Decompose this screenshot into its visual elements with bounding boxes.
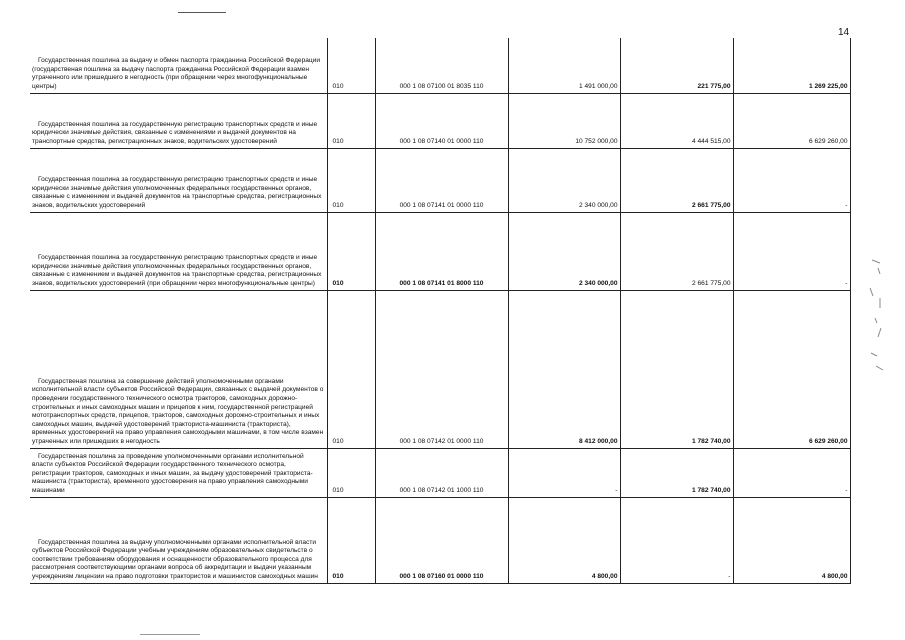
row-budget-code: 000 1 08 07141 01 0000 110 bbox=[375, 148, 508, 212]
row-budget-code: 000 1 08 07142 01 0000 110 bbox=[375, 290, 508, 448]
row-description: Государственная пошлина за государственную регистрацию транспортных средств и иные юридически значимые действия уполномоченных федеральных государственных органов, связанные с изменением и выдачей документов на транспортные средства, регистрационных знаков, водительских удостоверений bbox=[30, 148, 327, 212]
table-row bbox=[30, 93, 850, 148]
row-executed-amount: - bbox=[620, 497, 733, 583]
row-executed-amount: 1 782 740,00 bbox=[620, 448, 733, 497]
row-approved-amount: - bbox=[508, 448, 620, 497]
table-row bbox=[30, 38, 850, 93]
row-budget-code: 000 1 08 07160 01 0000 110 bbox=[375, 497, 508, 583]
row-line-code: 010 bbox=[327, 448, 375, 497]
scan-noise bbox=[866, 258, 886, 378]
row-line-code: 010 bbox=[327, 212, 375, 290]
row-approved-amount: 1 491 000,00 bbox=[508, 38, 620, 93]
row-line-code: 010 bbox=[327, 148, 375, 212]
row-unexecuted-amount: 4 800,00 bbox=[733, 497, 850, 583]
scan-artifact-top bbox=[178, 12, 226, 13]
row-description: Государственая пошлина за проведение уполномоченными органами исполнительной власти субъектов Российской Федерации государственного технического осмотра, регистрации тракторов, самоходных и иных машин, за выдачу удостоверений тракториста-машиниста (тракториста), временного удостоверения на право управления самоходными машинами bbox=[30, 448, 327, 497]
row-approved-amount: 2 340 000,00 bbox=[508, 212, 620, 290]
row-unexecuted-amount: 6 629 260,00 bbox=[733, 290, 850, 448]
row-executed-amount: 4 444 515,00 bbox=[620, 93, 733, 148]
revenue-table bbox=[30, 38, 851, 584]
row-unexecuted-amount: 1 269 225,00 bbox=[733, 38, 850, 93]
table-row bbox=[30, 448, 850, 497]
table-row bbox=[30, 148, 850, 212]
row-description: Государственная пошлина за государственную регистрацию транспортных средств и иные юридически значимые действия, связанные с изменениями и выдачей документов на транспортные средства, регистрационных знаков, водительских удостоверений bbox=[30, 93, 327, 148]
row-approved-amount: 8 412 000,00 bbox=[508, 290, 620, 448]
row-budget-code: 000 1 08 07141 01 8000 110 bbox=[375, 212, 508, 290]
row-unexecuted-amount: 6 629 260,00 bbox=[733, 93, 850, 148]
table-row bbox=[30, 290, 850, 448]
row-approved-amount: 10 752 000,00 bbox=[508, 93, 620, 148]
row-description: Государственная пошлина за выдачу и обмен паспорта гражданина Российской Федерации (государственая пошлина за выдачу паспорта гражданина Российской Федерации взамен утраченного или пришедшего в негодность (при обращении через многофункциональные центры) bbox=[30, 38, 327, 93]
row-line-code: 010 bbox=[327, 38, 375, 93]
row-unexecuted-amount: - bbox=[733, 148, 850, 212]
row-executed-amount: 1 782 740,00 bbox=[620, 290, 733, 448]
row-description: Государственная пошлина за государственную регистрацию транспортных средств и иные юридически значимые действия уполномоченных федеральных государственных органов, связанные с изменением и выдачей документов на транспортные средства, регистрационных знаков, водительских удостоверений (при обращении через многофункциональные центры) bbox=[30, 212, 327, 290]
scan-artifact-bottom bbox=[140, 634, 200, 635]
row-budget-code: 000 1 08 07140 01 0000 110 bbox=[375, 93, 508, 148]
row-executed-amount: 2 661 775,00 bbox=[620, 148, 733, 212]
row-description: Государственая пошлина за совершение действий уполномоченными органами исполнительной власти субъектов Российской Федерации, связанных с выдачей документов о проведении государственного технического осмотра тракторов, самоходных дорожно-строительных и иных самоходных машин и прицепов к ним, государственной регистрацией мототранспортных средств, прицепов, тракторов, самоходных дорожно-строительных и иных самоходных машин, выдачей удостоверений тракториста-машиниста (тракториста), временных удостоверений на право управления самоходными машинами, в том числе взамен утраченных или пришедших в негодность bbox=[30, 290, 327, 448]
row-line-code: 010 bbox=[327, 290, 375, 448]
table-row bbox=[30, 497, 850, 583]
row-executed-amount: 221 775,00 bbox=[620, 38, 733, 93]
row-budget-code: 000 1 08 07142 01 1000 110 bbox=[375, 448, 508, 497]
row-approved-amount: 2 340 000,00 bbox=[508, 148, 620, 212]
row-budget-code: 000 1 08 07100 01 8035 110 bbox=[375, 38, 508, 93]
row-line-code: 010 bbox=[327, 93, 375, 148]
table-row bbox=[30, 212, 850, 290]
row-unexecuted-amount: - bbox=[733, 448, 850, 497]
row-approved-amount: 4 800,00 bbox=[508, 497, 620, 583]
row-executed-amount: 2 661 775,00 bbox=[620, 212, 733, 290]
row-description: Государственная пошлина за выдачу уполномоченными органами исполнительной власти субъектов Российской Федерации учебным учреждениям образовательных свидетельств о соответствии требованиям оборудования и оснащенности образовательного процесса для рассмотрения соответствующими органами вопроса об аккредитации и выдачи указанным учреждениям лицензии на право подготовки трактористов и машинистов самоходных машин bbox=[30, 497, 327, 583]
page-number: 14 bbox=[838, 27, 850, 38]
row-unexecuted-amount: - bbox=[733, 212, 850, 290]
row-line-code: 010 bbox=[327, 497, 375, 583]
